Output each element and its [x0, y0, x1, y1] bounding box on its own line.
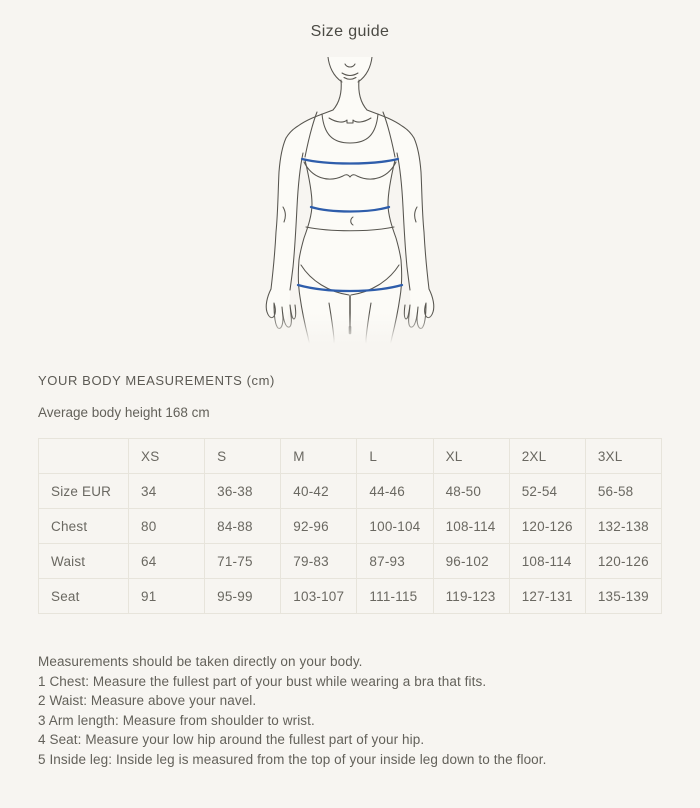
table-cell: 127-131 [509, 579, 585, 614]
table-header-cell: 2XL [509, 439, 585, 474]
table-header-cell: XS [129, 439, 205, 474]
table-header-cell: M [281, 439, 357, 474]
table-cell: 95-99 [205, 579, 281, 614]
content-area [0, 373, 700, 769]
note-item: 3 Arm length: Measure from shoulder to wrist. [38, 712, 315, 728]
average-height-text: Average body height 168 cm [38, 405, 210, 420]
body-figure-illustration [265, 57, 435, 347]
table-cell: 91 [129, 579, 205, 614]
table-cell: 52-54 [509, 474, 585, 509]
female-body-measurement-diagram [265, 57, 435, 347]
table-cell: 34 [129, 474, 205, 509]
table-cell: 111-115 [357, 579, 433, 614]
table-row-label: Waist [39, 544, 129, 579]
table-cell: 108-114 [509, 544, 585, 579]
size-table [38, 438, 662, 614]
note-item: 5 Inside leg: Inside leg is measured from the top of your inside leg down to the floor. [38, 751, 547, 767]
note-item: 2 Waist: Measure above your navel. [38, 693, 257, 708]
table-row-label: Seat [39, 579, 129, 614]
table-cell: 120-126 [585, 544, 661, 579]
table-row [39, 579, 662, 614]
table-cell: 119-123 [433, 579, 509, 614]
table-header-cell: XL [433, 439, 509, 474]
table-row-label: Chest [39, 509, 129, 544]
table-cell: 64 [129, 544, 205, 579]
table-cell: 87-93 [357, 544, 433, 579]
table-cell: 96-102 [433, 544, 509, 579]
page-title: Size guide [310, 23, 390, 40]
table-row-label: Size EUR [39, 474, 129, 509]
notes-intro: Measurements should be taken directly on your body. [38, 654, 363, 669]
table-cell: 120-126 [509, 509, 585, 544]
note-item: 1 Chest: Measure the fullest part of your bust while wearing a bra that fits. [38, 673, 487, 689]
table-cell: 79-83 [281, 544, 357, 579]
table-cell: 108-114 [433, 509, 509, 544]
table-cell: 132-138 [585, 509, 661, 544]
measurement-notes [38, 652, 662, 769]
table-header-row [39, 439, 662, 474]
measurements-heading: YOUR BODY MEASUREMENTS (cm) [38, 373, 275, 388]
table-cell: 80 [129, 509, 205, 544]
note-item: 4 Seat: Measure your low hip around the fullest part of your hip. [38, 732, 425, 747]
table-cell: 84-88 [205, 509, 281, 544]
table-row [39, 544, 662, 579]
table-cell: 56-58 [585, 474, 661, 509]
table-cell: 36-38 [205, 474, 281, 509]
table-cell: 135-139 [585, 579, 661, 614]
table-header-cell [39, 439, 129, 474]
table-cell: 92-96 [281, 509, 357, 544]
table-cell: 71-75 [205, 544, 281, 579]
table-cell: 40-42 [281, 474, 357, 509]
table-row [39, 509, 662, 544]
table-cell: 103-107 [281, 579, 357, 614]
table-header-cell: L [357, 439, 433, 474]
table-header-cell: S [205, 439, 281, 474]
table-cell: 44-46 [357, 474, 433, 509]
table-cell: 48-50 [433, 474, 509, 509]
table-header-cell: 3XL [585, 439, 661, 474]
table-cell: 100-104 [357, 509, 433, 544]
table-row [39, 474, 662, 509]
